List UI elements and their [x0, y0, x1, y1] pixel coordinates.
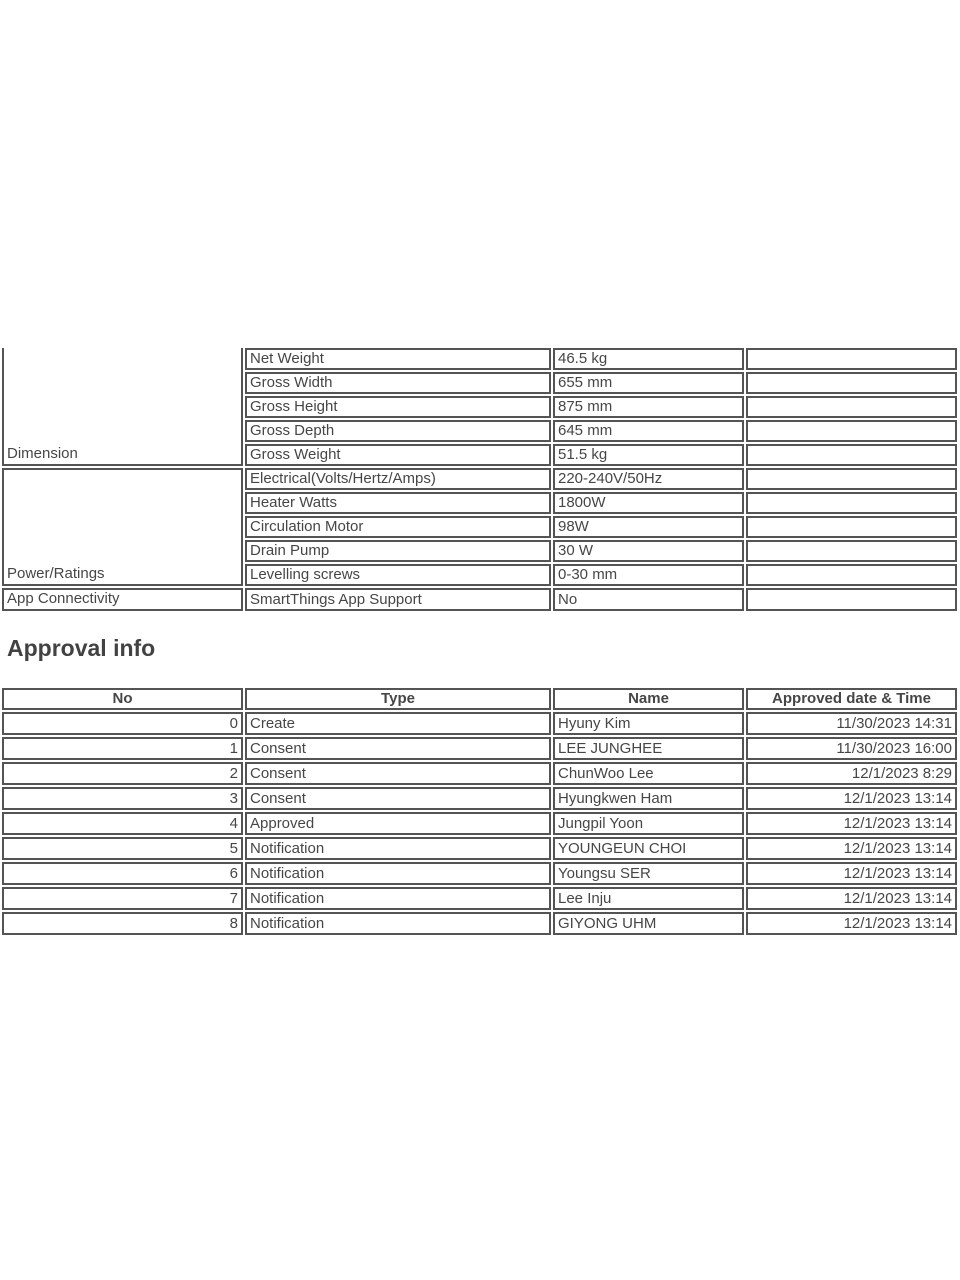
- approval-header-datetime: Approved date & Time: [746, 688, 957, 710]
- approval-type-cell: Notification: [245, 862, 551, 885]
- approval-no-cell: 4: [2, 812, 243, 835]
- approval-name-cell: ChunWoo Lee: [553, 762, 744, 785]
- spec-value-cell: 46.5 kg: [553, 348, 744, 370]
- spec-property-cell: Net Weight: [245, 348, 551, 370]
- spec-property-cell: Heater Watts: [245, 492, 551, 514]
- approval-info-heading: Approval info: [7, 635, 156, 661]
- approval-no-cell: 0: [2, 712, 243, 735]
- spec-value-cell: 51.5 kg: [553, 444, 744, 466]
- spec-empty-cell: [746, 540, 957, 562]
- approval-datetime-cell: 12/1/2023 13:14: [746, 887, 957, 910]
- approval-name-cell: Hyuny Kim: [553, 712, 744, 735]
- spec-value-cell: 30 W: [553, 540, 744, 562]
- approval-name-cell: Lee Inju: [553, 887, 744, 910]
- approval-datetime-cell: 11/30/2023 14:31: [746, 712, 957, 735]
- spec-group-app-connectivity: App Connectivity: [2, 588, 243, 611]
- spec-property-cell: Gross Width: [245, 372, 551, 394]
- spec-property-cell: Circulation Motor: [245, 516, 551, 538]
- spec-row: [2, 468, 957, 490]
- approval-name-cell: Jungpil Yoon: [553, 812, 744, 835]
- approval-name-cell: Hyungkwen Ham: [553, 787, 744, 810]
- spec-property-cell: Levelling screws: [245, 564, 551, 586]
- spec-empty-cell: [746, 492, 957, 514]
- approval-no-cell: 5: [2, 837, 243, 860]
- approval-name-cell: LEE JUNGHEE: [553, 737, 744, 760]
- spec-property-cell: Electrical(Volts/Hertz/Amps): [245, 468, 551, 490]
- spec-empty-cell: [746, 444, 957, 466]
- spec-value-cell: No: [553, 588, 744, 611]
- approval-row: [2, 887, 957, 910]
- approval-name-cell: YOUNGEUN CHOI: [553, 837, 744, 860]
- approval-type-cell: Notification: [245, 887, 551, 910]
- approval-datetime-cell: 11/30/2023 16:00: [746, 737, 957, 760]
- approval-row: [2, 812, 957, 835]
- spec-value-cell: 645 mm: [553, 420, 744, 442]
- approval-row: [2, 712, 957, 735]
- approval-row: [2, 837, 957, 860]
- approval-type-cell: Consent: [245, 737, 551, 760]
- spec-empty-cell: [746, 564, 957, 586]
- spec-empty-cell: [746, 588, 957, 611]
- spec-value-cell: 220-240V/50Hz: [553, 468, 744, 490]
- approval-datetime-cell: 12/1/2023 13:14: [746, 912, 957, 935]
- approval-type-cell: Approved: [245, 812, 551, 835]
- spec-property-cell: Gross Weight: [245, 444, 551, 466]
- approval-header-name: Name: [553, 688, 744, 710]
- spec-row: [2, 348, 957, 370]
- approval-type-cell: Create: [245, 712, 551, 735]
- spec-empty-cell: [746, 420, 957, 442]
- spec-property-cell: Gross Depth: [245, 420, 551, 442]
- approval-row: [2, 762, 957, 785]
- approval-no-cell: 6: [2, 862, 243, 885]
- approval-row: [2, 787, 957, 810]
- spec-group-power-ratings: Power/Ratings: [2, 468, 243, 586]
- spec-value-cell: 875 mm: [553, 396, 744, 418]
- approval-datetime-cell: 12/1/2023 13:14: [746, 787, 957, 810]
- approval-name-cell: GIYONG UHM: [553, 912, 744, 935]
- spec-property-cell: Gross Height: [245, 396, 551, 418]
- spec-group-dimension: Dimension: [2, 348, 243, 466]
- approval-name-cell: Youngsu SER: [553, 862, 744, 885]
- spec-empty-cell: [746, 516, 957, 538]
- approval-no-cell: 7: [2, 887, 243, 910]
- spec-value-cell: 0-30 mm: [553, 564, 744, 586]
- approval-row: [2, 737, 957, 760]
- spec-empty-cell: [746, 348, 957, 370]
- approval-header-type: Type: [245, 688, 551, 710]
- approval-row: [2, 912, 957, 935]
- approval-header-row: [2, 688, 957, 710]
- spec-empty-cell: [746, 372, 957, 394]
- spec-empty-cell: [746, 468, 957, 490]
- approval-no-cell: 3: [2, 787, 243, 810]
- approval-datetime-cell: 12/1/2023 13:14: [746, 812, 957, 835]
- spec-row: [2, 588, 957, 611]
- approval-type-cell: Consent: [245, 762, 551, 785]
- approval-datetime-cell: 12/1/2023 13:14: [746, 837, 957, 860]
- spec-property-cell: SmartThings App Support: [245, 588, 551, 611]
- spec-value-cell: 655 mm: [553, 372, 744, 394]
- approval-table: [0, 686, 959, 937]
- approval-type-cell: Notification: [245, 912, 551, 935]
- approval-no-cell: 1: [2, 737, 243, 760]
- spec-value-cell: 98W: [553, 516, 744, 538]
- approval-no-cell: 8: [2, 912, 243, 935]
- approval-type-cell: Consent: [245, 787, 551, 810]
- approval-datetime-cell: 12/1/2023 8:29: [746, 762, 957, 785]
- approval-datetime-cell: 12/1/2023 13:14: [746, 862, 957, 885]
- spec-table: [0, 346, 959, 613]
- spec-property-cell: Drain Pump: [245, 540, 551, 562]
- spec-value-cell: 1800W: [553, 492, 744, 514]
- approval-row: [2, 862, 957, 885]
- spec-empty-cell: [746, 396, 957, 418]
- approval-header-no: No: [2, 688, 243, 710]
- approval-no-cell: 2: [2, 762, 243, 785]
- approval-type-cell: Notification: [245, 837, 551, 860]
